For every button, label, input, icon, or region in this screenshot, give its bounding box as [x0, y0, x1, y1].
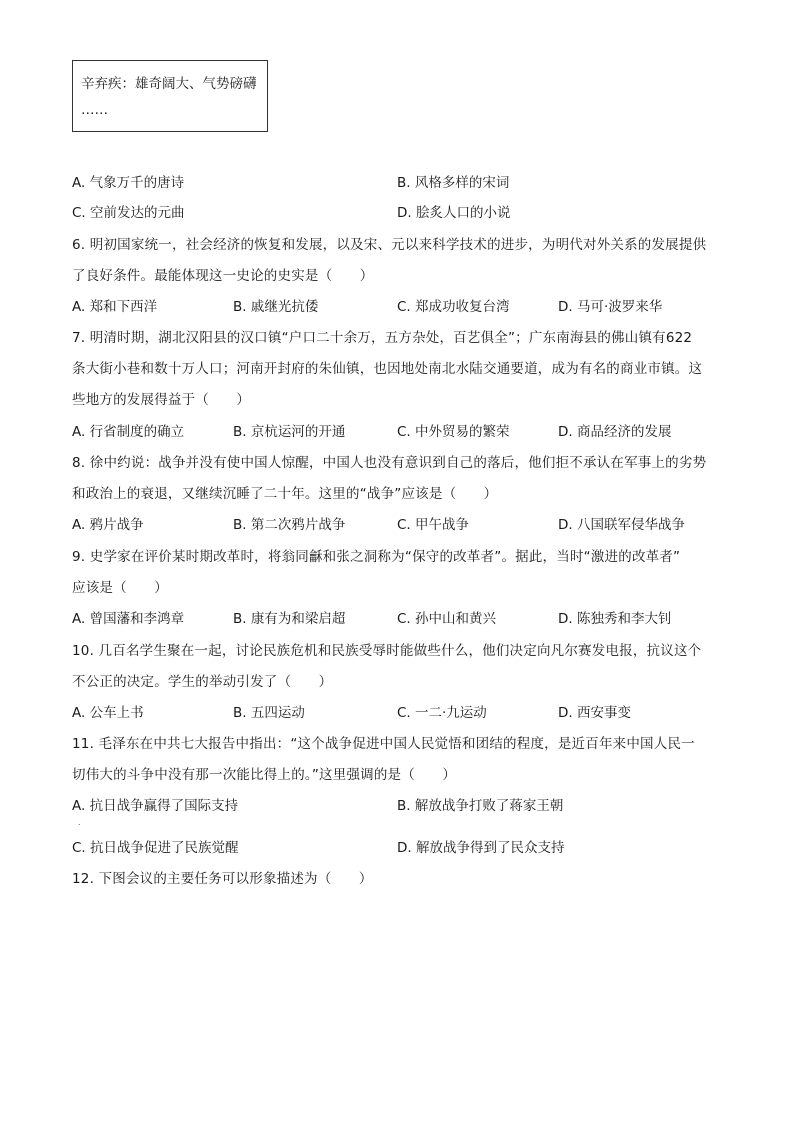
q10-stem-line-2: 不公正的决定。学生的举动引发了（ ）: [72, 674, 333, 690]
q9-stem-line-2: 应该是（ ）: [72, 580, 168, 596]
q6-option-d: D. 马可·波罗来华: [558, 299, 663, 315]
q11-option-b: B. 解放战争打败了蒋家王朝: [397, 798, 564, 814]
q8-option-a: A. 鸦片战争: [72, 517, 144, 533]
stray-dot: .: [78, 818, 81, 827]
q9-option-d: D. 陈独秀和李大钊: [558, 611, 672, 627]
q11-stem-line-2: 切伟大的斗争中没有那一次能比得上的。”这里强调的是（ ）: [72, 767, 457, 783]
quote-box-line-1: 辛弃疾：雄奇阔大、气势磅礴: [81, 76, 257, 92]
q10-option-b: B. 五四运动: [233, 705, 305, 721]
q9-option-c: C. 孙中山和黄兴: [397, 611, 497, 627]
q5-option-a: A. 气象万千的唐诗: [72, 175, 185, 191]
q7-stem-line-3: 些地方的发展得益于（ ）: [72, 392, 251, 408]
q9-option-a: A. 曾国藩和李鸿章: [72, 611, 185, 627]
q6-option-b: B. 戚继光抗倭: [233, 299, 319, 315]
quote-box-line-2: ……: [81, 102, 108, 118]
q7-stem-line-1: 7. 明清时期，湖北汉阳县的汉口镇“户口二十余万，五方杂处，百艺俱全”；广东南海县的佛山镇有622: [72, 330, 693, 346]
q8-stem-line-2: 和政治上的衰退，又继续沉睡了二十年。这里的“战争”应该是（ ）: [72, 486, 498, 502]
q8-option-d: D. 八国联军侵华战争: [558, 517, 685, 533]
q7-option-b: B. 京杭运河的开通: [233, 424, 346, 440]
q11-option-a: A. 抗日战争赢得了国际支持: [72, 798, 239, 814]
q8-stem-line-1: 8. 徐中约说：战争并没有使中国人惊醒，中国人也没有意识到自己的落后，他们拒不承认在军事上的劣势: [72, 455, 707, 471]
q6-stem-line-2: 了良好条件。最能体现这一史论的史实是（ ）: [72, 268, 374, 284]
q10-option-c: C. 一二·九运动: [397, 705, 487, 721]
q5-option-d: D. 脍炙人口的小说: [397, 205, 511, 221]
q11-option-d: D. 解放战争得到了民众支持: [397, 840, 565, 856]
quote-box: [72, 60, 268, 132]
q8-option-c: C. 甲午战争: [397, 517, 470, 533]
q6-option-c: C. 郑成功收复台湾: [397, 299, 510, 315]
q9-option-b: B. 康有为和梁启超: [233, 611, 346, 627]
q6-option-a: A. 郑和下西洋: [72, 299, 158, 315]
q5-option-b: B. 风格多样的宋词: [397, 175, 510, 191]
q10-stem-line-1: 10. 几百名学生聚在一起，讨论民族危机和民族受辱时能做些什么，他们决定向凡尔赛发电报，抗议这个: [72, 643, 702, 659]
q9-stem-line-1: 9. 史学家在评价某时期改革时，将翁同龢和张之洞称为“保守的改革者”。据此，当时“激进的改革者”: [72, 549, 681, 565]
q10-option-d: D. 西安事变: [558, 705, 631, 721]
q6-stem-line-1: 6. 明初国家统一，社会经济的恢复和发展，以及宋、元以来科学技术的进步，为明代对外关系的发展提供: [72, 237, 707, 253]
q10-option-a: A. 公车上书: [72, 705, 144, 721]
q7-option-d: D. 商品经济的发展: [558, 424, 672, 440]
q11-option-c: C. 抗日战争促进了民族觉醒: [72, 840, 239, 856]
q8-option-b: B. 第二次鸦片战争: [233, 517, 346, 533]
q11-stem-line-1: 11. 毛泽东在中共七大报告中指出：“这个战争促进中国人民觉悟和团结的程度，是近百年来中国人民一: [72, 736, 695, 752]
q7-stem-line-2: 条大街小巷和数十万人口；河南开封府的朱仙镇，也因地处南北水陆交通要道，成为有名的商业市镇。这: [72, 361, 703, 377]
q7-option-c: C. 中外贸易的繁荣: [397, 424, 510, 440]
q12-stem-line-1: 12. 下图会议的主要任务可以形象描述为（ ）: [72, 871, 373, 887]
q7-option-a: A. 行省制度的确立: [72, 424, 185, 440]
q5-option-c: C. 空前发达的元曲: [72, 205, 185, 221]
